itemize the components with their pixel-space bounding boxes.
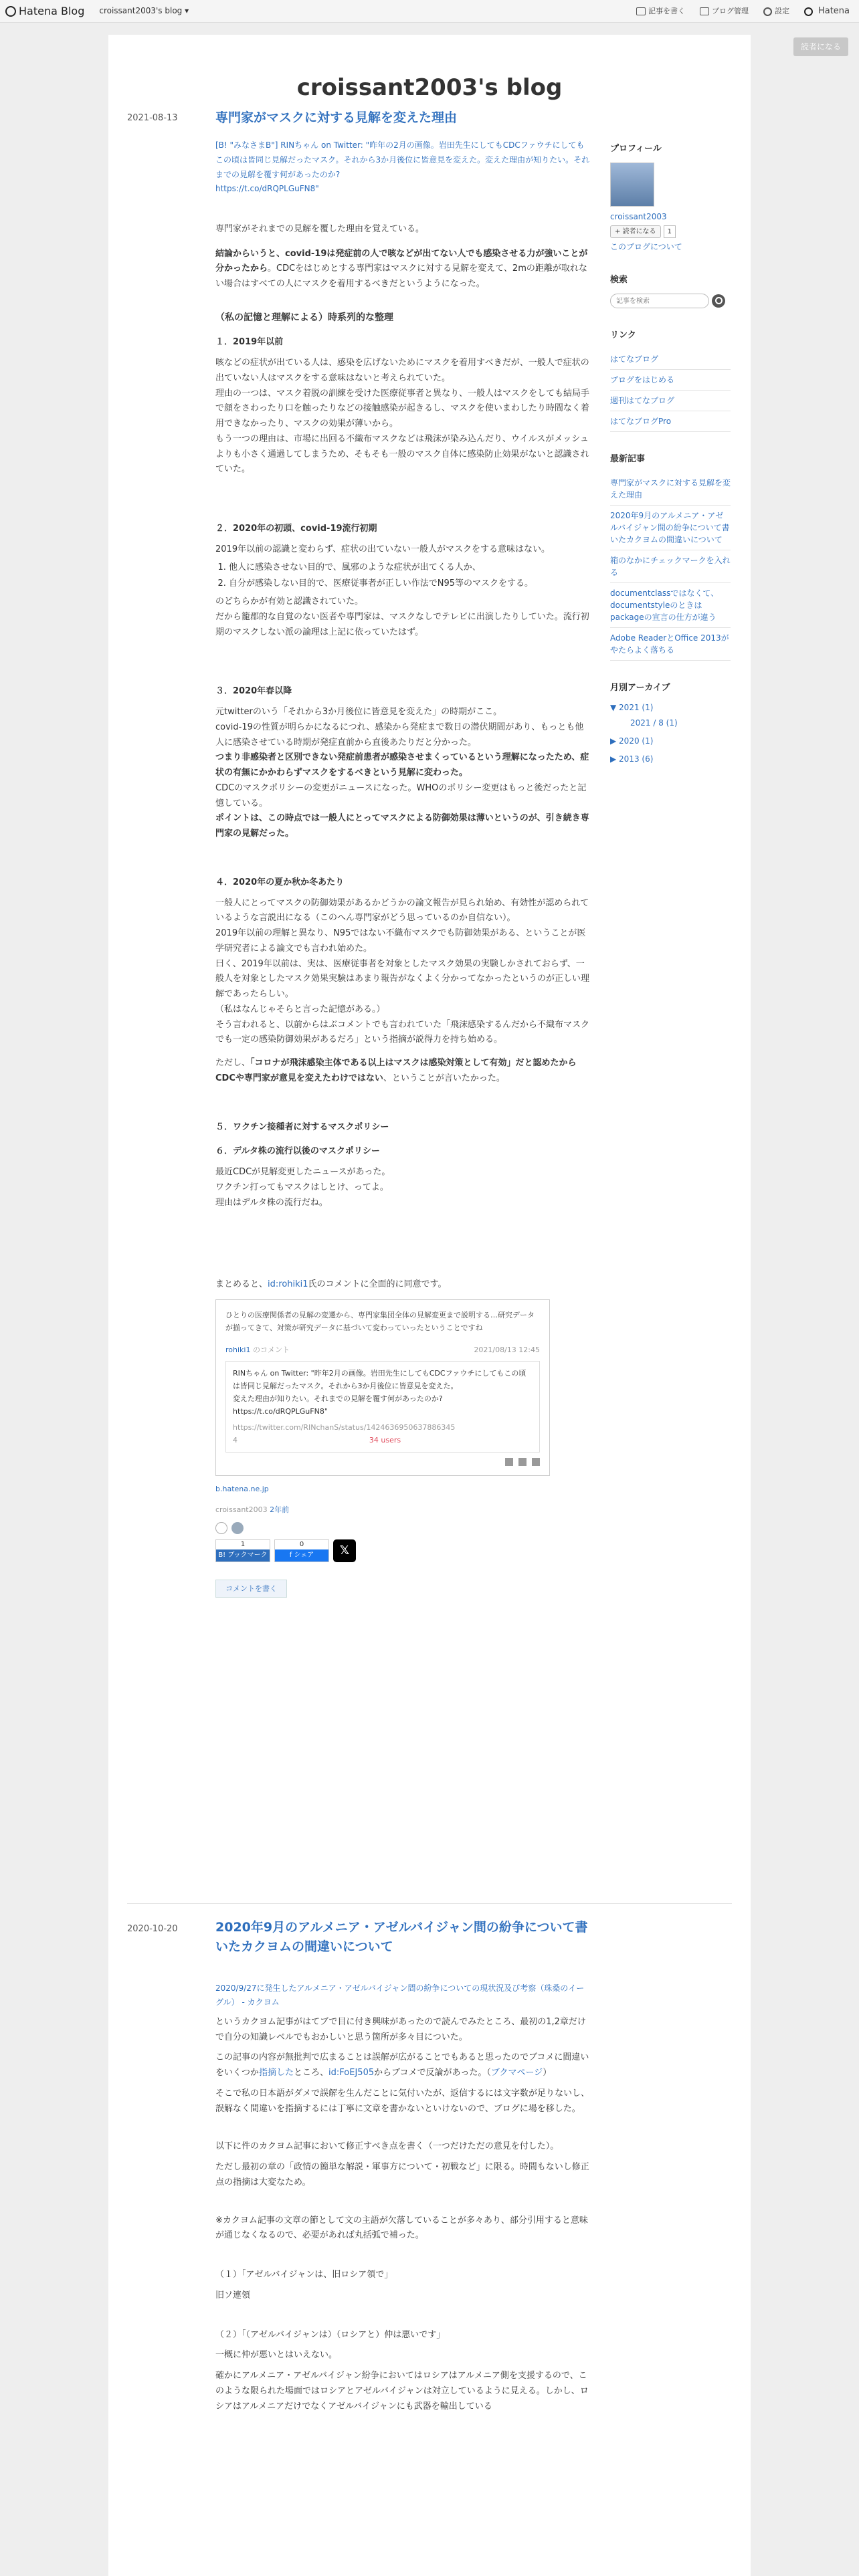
gear-icon xyxy=(763,7,772,16)
list-item: 1. 他人に感染させない目的で、風邪のような症状が出てくる人か、 xyxy=(229,560,590,576)
sidebar-link[interactable]: はてなブログPro xyxy=(610,411,731,432)
text: もう一つの理由は、市場に出回る不織布マスクなどは飛沫が染み込んだり、ウイルスがメッシュよりも小さく通過してしまうため、そもそも一般のマスク自体に感染防止効果がないと認識されていた。 xyxy=(215,433,589,475)
hatena-account-icon xyxy=(804,7,813,16)
text: のどちらかが有効と認識されていた。 xyxy=(215,597,364,607)
text: ワクチン打ってもマスクはしとけ、ってよ。 xyxy=(215,1182,389,1192)
subsection-heading: ５．ワクチン接種者に対するマスクポリシー xyxy=(215,1121,389,1132)
paragraph: 専門家がそれまでの見解を覆した理由を覚えている。 xyxy=(215,223,425,234)
entry-date[interactable]: 2021-08-13 xyxy=(127,113,178,123)
sidebar xyxy=(610,142,731,786)
archive-year-label: ▼ 2021 (1) xyxy=(610,703,654,713)
hatena-blog-logo[interactable] xyxy=(5,2,84,21)
text: 曰く、2019年以前は、実は、医療従事者を対象としたマスク効果の実験しかされておらず、一般人を対象としたマスク効果実験はあまり報告がなくよく分かってなかったというのが正しい理解であったらしい。 xyxy=(215,958,590,1000)
text: 咳などの症状が出ている人は、感染を広げないためにマスクを着用すべきだが、一般人で症状の出ていない人はマスクをする意味はないと考えられていた。 xyxy=(215,358,589,383)
text: まとめると、 xyxy=(215,1279,268,1290)
paragraph xyxy=(215,1277,590,1293)
module-title: リンク xyxy=(610,330,636,340)
subscribe-button[interactable]: 読者になる xyxy=(793,37,848,56)
module-title: 月別アーカイブ xyxy=(610,682,670,693)
archive-year-2021[interactable] xyxy=(610,701,731,730)
archive-year-label: ▶ 2020 (1) xyxy=(610,736,654,746)
list-item: 2. 自分が感染しない目的で、医療従事者が正しい作法でN95等のマスクをする。 xyxy=(229,576,590,592)
text: からブコメで反論があった。（ xyxy=(374,2068,491,2078)
text: この記事の内容が無批判で広まることは誤解が広がることでもあると思ったのでブコメに間違いをいくつか xyxy=(215,2052,589,2078)
text: 以下に件のカクヨム記事において修正すべき点を書く（一つだけただの意見を付した）。 xyxy=(215,2141,559,2152)
search-module xyxy=(610,273,731,308)
about-blog-link[interactable]: このブログについて xyxy=(610,242,682,252)
facebook-count: 0 xyxy=(299,1540,304,1548)
text: 理由の一つは、マスク着脱の訓練を受けた医療従事者と異なり、一般人はマスクをしても結局手で顔をさわったり口を触ったりなどの接触感染が起きるし、マスクを使いまわしたり時間なく着用できなかったり、マスクの効果が薄いから。 xyxy=(215,388,590,429)
text: 氏のコメントに全面的に同意です。 xyxy=(308,1279,447,1290)
embed-user[interactable] xyxy=(225,1344,290,1356)
sidebar-link[interactable]: ブログをはじめる xyxy=(610,370,731,391)
write-post-link[interactable] xyxy=(636,5,685,17)
recent-post-link[interactable]: 2020年9月のアルメニア・アゼルバイジャン間の紛争について書いたカクヨムの間違いについて xyxy=(610,506,731,550)
star-user-avatar[interactable] xyxy=(231,1522,244,1534)
text: covid-19の性質が明らかになるにつれ、感染から発症まで数日の潜伏期間があり、もっとも他人に感染させている時期が発症直前から直後あたりだと分かった。 xyxy=(215,722,584,748)
entry-permalink-time[interactable]: 2年前 xyxy=(270,1505,290,1515)
bookmark-page-link[interactable]: ブクマページ xyxy=(490,2068,543,2078)
text: （私はなんじゃそらと言った記憶がある。） xyxy=(215,1004,385,1014)
text: 確かにアルメニア・アゼルバイジャン紛争においてはロシアはアルメニア側を支援するので、このような限られた場面ではロシアとアゼルバイジャンは対立しているように見える。しかし、ロシアはアルメニアだけでなくアゼルバイジャンにも武器を輸出している xyxy=(215,2371,589,2411)
emphasis: 「コロナが飛沫感染主体である以上はマスクは感染対策として有効」だと認めたからCDCや専門家が意見を変えたわけではない xyxy=(215,1058,577,1083)
text: 理由はデルタ株の流行だね。 xyxy=(215,1197,328,1208)
blog-admin-link[interactable] xyxy=(700,5,749,17)
quoted-bookmark-link[interactable]: https://t.co/dRQPLGuFN8" xyxy=(215,184,319,194)
subsection-heading: ２．2020年の初頭、covid-19流行初期 xyxy=(215,524,377,534)
dashboard-icon xyxy=(700,7,709,15)
recent-posts-module xyxy=(610,452,731,661)
subsection-heading: ４．2020年の夏か秋か冬あたり xyxy=(215,877,345,887)
text: 元twitterのいう「それから3か月後位に皆意見を変えた」の時期がここ。 xyxy=(215,707,502,718)
bookmark-icon[interactable] xyxy=(532,1458,540,1466)
subscribe-small-button[interactable]: + 読者になる xyxy=(610,225,661,239)
write-comment-button[interactable]: コメントを書く xyxy=(215,1580,287,1598)
recent-post-link[interactable]: documentclassではなくて、documentstyleのときはpackageの宣言の仕方が違う xyxy=(610,583,731,628)
subsection-heading: ６．デルタ株の流行以後のマスクポリシー xyxy=(215,1146,380,1157)
facebook-icon[interactable] xyxy=(518,1458,527,1466)
hatena-logo-icon xyxy=(5,6,16,17)
user-id-link[interactable]: id:FoEJ505 xyxy=(328,2068,375,2078)
quoted-bookmark-text: [B! "みなさまB"] RINちゃん on Twitter: "昨年の2月の画像。岩田先生にしてもCDCファウチにしてもこの頃は皆同じ見解だったマスク。それから3か月後位に皆意見を変えた。変えた理由が知りたい。それまでの見解を覆す何があったのか? xyxy=(215,140,590,179)
text: ただし、 xyxy=(215,1058,251,1069)
site-title[interactable]: croissant2003's blog xyxy=(296,74,563,101)
profile-module xyxy=(610,142,731,253)
star-area xyxy=(215,1522,590,1534)
text: 2019年以前の理解と異なり、N95ではない不織布マスクでも防御効果がある、ということが医学研究者による論文でも言われ始めた。 xyxy=(215,928,586,954)
emphasis: ポイントは、この時点では一般人にとってマスクによる防御効果は薄いというのが、引き続き専門家の見解だった。 xyxy=(215,813,589,839)
hatena-account-link[interactable] xyxy=(804,4,850,19)
x-share-button[interactable] xyxy=(333,1539,356,1562)
blog-admin-label: ブログ管理 xyxy=(711,7,749,16)
avatar[interactable] xyxy=(610,163,654,207)
text: CDCのマスクポリシーの変更がニュースになった。WHOのポリシー変更はもっと後だったと記憶している。 xyxy=(215,782,587,809)
logo-text: Hatena Blog xyxy=(19,4,85,17)
embed-count: 4 xyxy=(233,1435,237,1444)
recent-post-link[interactable]: Adobe ReaderとOffice 2013がやたらよく落ちる xyxy=(610,628,731,661)
section-heading: （私の記憶と理解による）時系列的な整理 xyxy=(215,312,393,323)
entry-author-line xyxy=(215,1503,590,1516)
text: 最近CDCが見解変更したニュースがあった。 xyxy=(215,1167,391,1178)
embed-date: 2021/08/13 12:45 xyxy=(474,1346,540,1355)
add-star-icon[interactable] xyxy=(215,1522,227,1534)
archive-year-2020[interactable] xyxy=(610,734,731,748)
embed-page-title-cont: 変えた理由が知りたい。それまでの見解を覆す何があったのか? https://t.co/dRQPLGuFN8" xyxy=(233,1394,443,1416)
text: そう言われると、以前からはぶコメントでも言われていた「飛沫感染するんだから不織布マスクでも一定の感染防御効果があるだろ」という指摘が説得力を持ち始める。 xyxy=(215,1019,590,1045)
emphasis: 結論からいうと、covid-19は発症前の人で咳などが出てない人でも感染させる力が強いことが分かったから xyxy=(215,248,588,274)
recent-post-link[interactable]: 箱のなかにチェックマークを入れる xyxy=(610,550,731,583)
blog-container xyxy=(108,35,751,2576)
text: 2019年以前の認識と変わらず、症状の出ていない一般人がマスクをする意味はない。 xyxy=(215,544,551,554)
subsection-heading: １．2019年以前 xyxy=(215,337,284,348)
embed-user-link[interactable]: rohiki1 xyxy=(225,1346,251,1355)
pencil-icon xyxy=(636,7,646,15)
kakuyomu-article-link[interactable]: 2020/9/27に発生したアルメニア・アゼルバイジャン間の紛争についての現状況及び考察（珠桑のイーグル） - カクヨム xyxy=(215,1983,585,2007)
embed-page-title: RINちゃん on Twitter: "昨年2月の画像。岩田先生にしてもCDCファウチにしてもこの頃は皆同じ見解だったマスク。それから3か月後位に皆意見を変えた。 xyxy=(233,1368,527,1390)
text: だから籠郡的な自覚のない医者や専門家は、マスクなしでテレビに出演したりしていた。流行初期のマスクしない派の論理は上記に依っていたはず。 xyxy=(215,611,589,637)
paragraph xyxy=(215,1981,590,2010)
archive-year-2013[interactable] xyxy=(610,752,731,766)
author-name[interactable]: croissant2003 xyxy=(215,1505,268,1515)
subsection-heading: （１）「アゼルバイジャンは、旧ロシア領で」 xyxy=(215,2270,393,2280)
facebook-share-button[interactable] xyxy=(274,1539,329,1562)
global-header xyxy=(0,0,859,23)
bookmark-count: 1 xyxy=(240,1540,246,1548)
text: ただし最初の章の「政情の簡単な解説・軍事方について・初戦など」に限る。時間もないし修正点の指摘は大変なため。 xyxy=(215,2162,589,2187)
reader-count[interactable]: 1 xyxy=(664,225,676,239)
module-title: 検索 xyxy=(610,275,628,286)
embed-share-icons xyxy=(225,1458,540,1466)
source-link-text[interactable]: b.hatena.ne.jp xyxy=(215,1485,269,1494)
search-icon[interactable] xyxy=(712,294,725,308)
hatena-account-label: Hatena xyxy=(818,5,850,16)
subsection-heading: ３．2020年春以降 xyxy=(215,686,292,697)
profile-name-link[interactable]: croissant2003 xyxy=(610,211,667,221)
links-module xyxy=(610,328,731,432)
embed-user-suffix: のコメント xyxy=(252,1346,290,1355)
text: そこで私の日本語がダメで誤解を生んだことに気付いたが、返信するには文字数が足りないし、誤解なく間違いを指摘するには丁寧に文章を書かないといけないので、ブログに場を移した。 xyxy=(215,2088,590,2114)
sidebar-link[interactable]: はてなブログ xyxy=(610,349,731,370)
settings-label: 設定 xyxy=(774,7,789,16)
hatena-bookmark-button[interactable] xyxy=(215,1539,270,1562)
emphasis: つまり非感染者と区別できない発症前患者が感染させまくっているという理解になったため、症状の有無にかかわらずマスクをするべきという見解に変わった。 xyxy=(215,752,589,778)
entry-divider xyxy=(127,1903,732,1904)
entry-date[interactable]: 2020-10-20 xyxy=(127,1924,178,1934)
text: というカクヨム記事がはてブで目に付き興味があったので読んでみたところ、最初の1,2章だけで自分の知識レベルでもおかしいと思う箇所が多々目についた。 xyxy=(215,2016,586,2042)
blog-switcher-label: croissant2003's blog xyxy=(99,6,183,15)
embed-comment-text: ひとりの医療関係者の見解の変遷から、専門家集団全体の見解変更まで説明する…研究データが揃ってきて、対策が研究データに基づいて変わっていったということですね xyxy=(225,1311,535,1332)
facebook-label: f シェア xyxy=(275,1549,328,1562)
text: 一般人にとってマスクの防御効果があるかどうかの論文報告が見られ始め、有効性が認められているような言説出になる（このへん専門家がどう思っているのか自信ない）。 xyxy=(215,897,589,924)
text: ところ、 xyxy=(294,2068,329,2078)
paragraph xyxy=(215,247,590,292)
user-id-link[interactable]: id:rohiki1 xyxy=(268,1279,308,1290)
text: ） xyxy=(543,2068,552,2078)
paragraph xyxy=(215,2050,590,2081)
entry-title[interactable]: 専門家がマスクに対する見解を変えた理由 xyxy=(215,110,458,125)
hatena-bookmark-embed xyxy=(215,1299,550,1476)
recent-post-link[interactable]: 専門家がマスクに対する見解を変えた理由 xyxy=(610,473,731,506)
text: ※カクヨム記事の文章の節として文の主語が欠落していることが多々あり、部分引用すると意味が通じなくなるので、必要があれば丸括弧で補った。 xyxy=(215,2215,588,2241)
bookmark-label: B! ブックマーク xyxy=(216,1549,270,1562)
paragraph xyxy=(215,356,590,477)
module-title: プロフィール xyxy=(610,144,662,154)
twitter-icon[interactable] xyxy=(505,1458,513,1466)
share-buttons xyxy=(215,1539,590,1562)
write-post-label: 記事を書く xyxy=(648,7,685,16)
list xyxy=(229,560,590,593)
paragraph xyxy=(215,1056,590,1087)
search-input[interactable] xyxy=(610,294,709,308)
archive-year-label: ▶ 2013 (6) xyxy=(610,754,654,764)
embed-users[interactable]: 34 users xyxy=(369,1435,401,1444)
archive-month-link[interactable]: 2021 / 8 (1) xyxy=(630,718,678,728)
settings-link[interactable] xyxy=(763,5,789,17)
text: 、ということが言いたかった。 xyxy=(383,1073,505,1083)
subsection-heading: （２）「（アゼルバイジャンは）（ロシアと）仲は悪いです」 xyxy=(215,2329,446,2340)
reader-count-area xyxy=(610,225,731,239)
text: 。CDCをはじめとする専門家はマスクに対する見解を変えて、2mの距離が取れない場合はすべての人にマスクを着用するべきだというようになった。 xyxy=(215,263,587,290)
module-title: 最新記事 xyxy=(610,453,646,464)
sidebar-link[interactable]: 週刊はてなブログ xyxy=(610,391,731,411)
comment-link[interactable]: 指摘した xyxy=(259,2068,294,2078)
entry-title[interactable]: 2020年9月のアルメニア・アゼルバイジャン間の紛争について書いたカクヨムの間違いについて xyxy=(215,1920,588,1955)
embed-linked-page[interactable] xyxy=(225,1361,540,1453)
entry-article xyxy=(215,108,590,1598)
entry-article xyxy=(215,1918,590,2414)
blog-switcher[interactable]: croissant2003's blog ▾ xyxy=(99,6,189,15)
embed-source-link[interactable] xyxy=(215,1483,590,1495)
archive-module xyxy=(610,681,731,767)
embed-page-url: https://twitter.com/RINchanS/status/1424636950637886345 xyxy=(233,1422,456,1432)
text: 旧ソ連領 xyxy=(215,2290,251,2300)
quoted-bookmark[interactable] xyxy=(215,138,590,196)
text: 一概に仲が悪いとはいえない。 xyxy=(215,2350,338,2361)
x-icon: 𝕏 xyxy=(339,1543,350,1558)
